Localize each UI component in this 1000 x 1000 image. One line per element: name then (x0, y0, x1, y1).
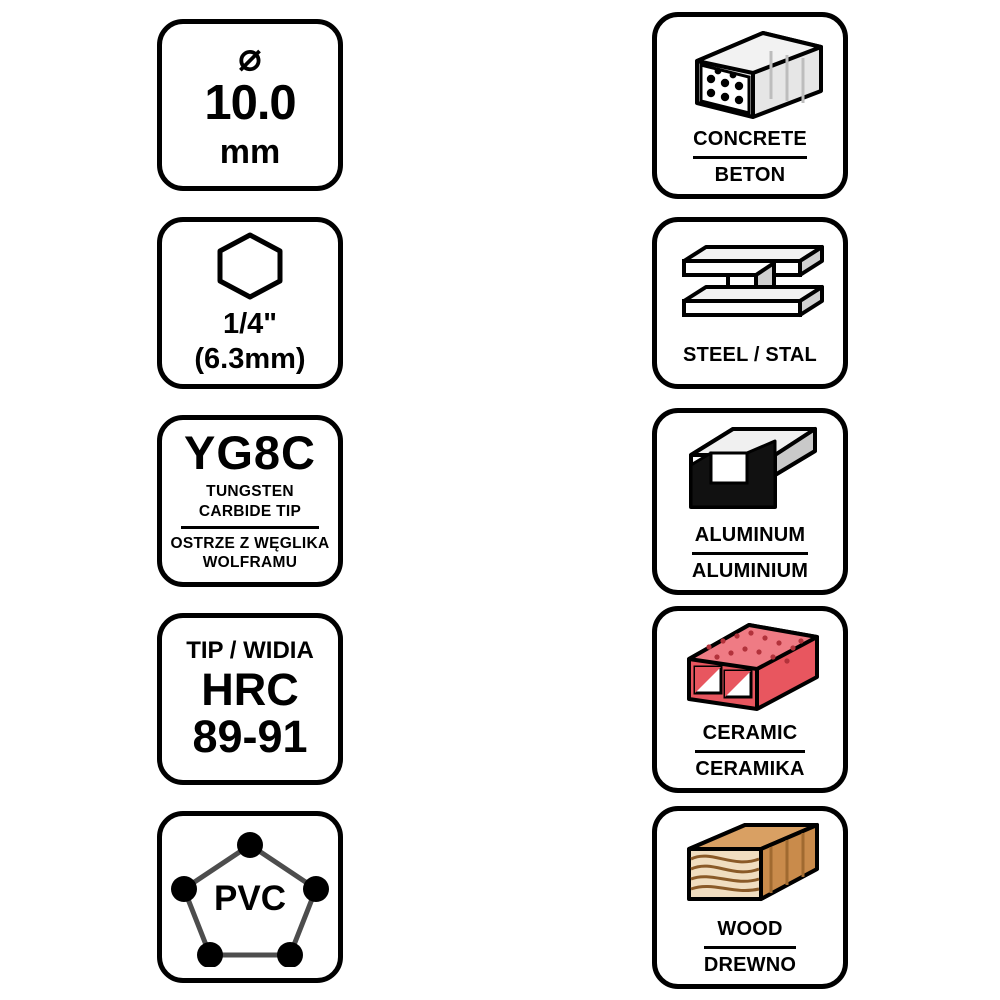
wood-plank-icon (675, 819, 825, 911)
aluminum-label (692, 523, 808, 584)
cell-tip-material (0, 402, 500, 600)
tip-material-desc-en: TUNGSTEN CARBIDE TIP (198, 483, 302, 520)
concrete-label-en: CONCRETE (693, 127, 807, 150)
hardness-scale: HRC (201, 663, 299, 715)
badge-steel (652, 217, 848, 389)
badge-diameter (157, 19, 343, 191)
diameter-unit: mm (219, 132, 281, 171)
tip-material-desc-pl-2: WOLFRAMU (202, 554, 298, 572)
divider (695, 750, 804, 753)
badge-wood (652, 806, 848, 989)
hardness-range: 89-91 (192, 711, 308, 763)
tip-material-code: YG8C (184, 426, 316, 480)
aluminum-profile-icon (675, 421, 825, 517)
hex-shank-icon (211, 229, 289, 301)
aluminum-label-en: ALUMINUM (694, 523, 806, 546)
pentagon-pvc-icon (166, 827, 334, 967)
cell-shank (0, 204, 500, 402)
hardness-heading: TIP / WIDIA (186, 636, 314, 664)
cell-pvc (0, 798, 500, 996)
divider (704, 946, 796, 949)
aluminum-label-pl: ALUMINIUM (691, 559, 809, 582)
concrete-label (693, 127, 807, 188)
tip-material-desc-pl-1: OSTRZE Z WĘGLIKA (170, 535, 330, 552)
badge-concrete (652, 12, 848, 199)
steel-beam-icon (670, 241, 830, 337)
badge-hardness (157, 613, 343, 785)
steel-label (683, 343, 817, 368)
badge-pvc (157, 811, 343, 983)
wood-label (704, 917, 796, 978)
cell-concrete (500, 6, 1000, 204)
badge-ceramic (652, 606, 848, 793)
wood-label-pl: DREWNO (703, 953, 797, 976)
cell-ceramic (500, 600, 1000, 798)
divider (692, 552, 808, 555)
cell-wood (500, 798, 1000, 996)
wood-label-en: WOOD (717, 917, 783, 940)
icon-grid (0, 6, 1000, 996)
badge-shank (157, 217, 343, 389)
cell-aluminum (500, 402, 1000, 600)
steel-label-en: STEEL / STAL (683, 343, 817, 366)
pvc-label: PVC (214, 879, 286, 918)
concrete-label-pl: BETON (714, 163, 786, 186)
ceramic-brick-icon (675, 619, 825, 715)
ceramic-label-en: CERAMIC (702, 721, 798, 744)
cell-steel (500, 204, 1000, 402)
divider (181, 526, 319, 529)
shank-size-inch: 1/4" (222, 308, 278, 341)
badge-tip-material (157, 415, 343, 587)
cell-diameter (0, 6, 500, 204)
cell-hardness (0, 600, 500, 798)
concrete-block-icon (675, 25, 825, 121)
diameter-symbol-icon: ⌀ (238, 36, 262, 79)
diameter-value: 10.0 (204, 75, 296, 130)
ceramic-label (695, 721, 804, 782)
badge-aluminum (652, 408, 848, 595)
shank-size-mm: (6.3mm) (194, 343, 306, 375)
divider (693, 156, 807, 159)
ceramic-label-pl: CERAMIKA (695, 757, 805, 780)
